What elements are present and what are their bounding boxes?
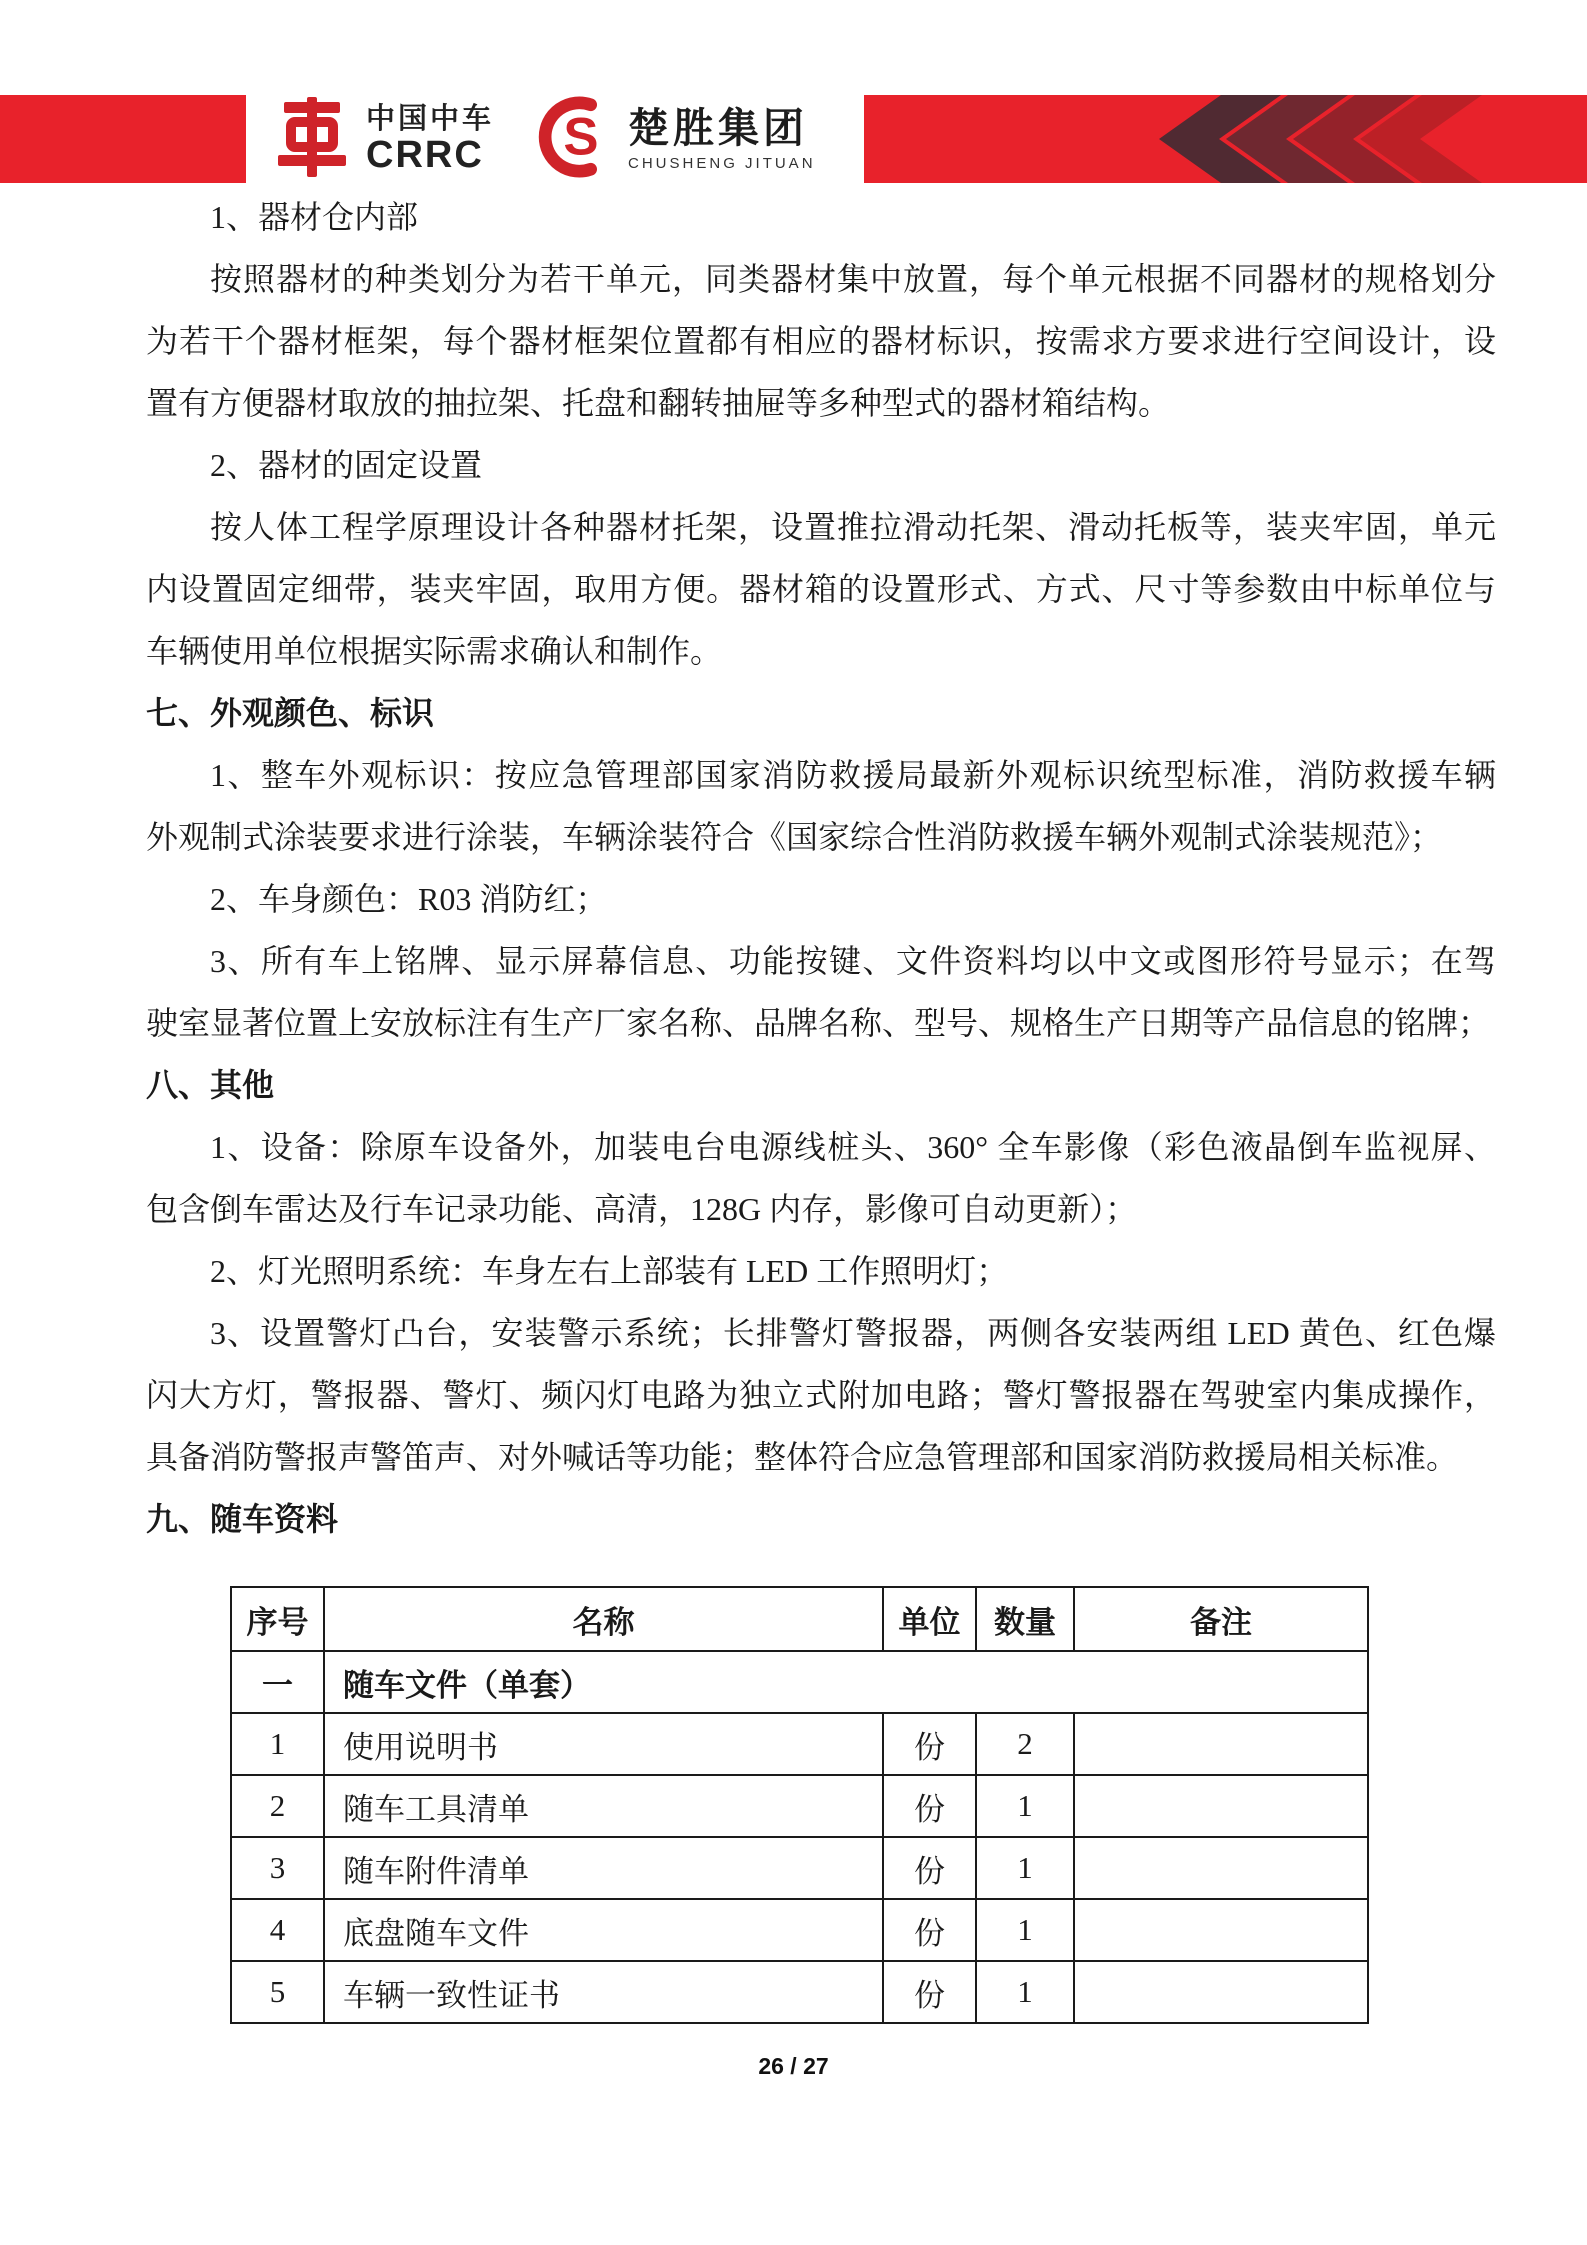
table-row (231, 1651, 1368, 1713)
table-cell: 4 (231, 1899, 324, 1961)
banner-left-red-block (0, 95, 246, 183)
table-row (231, 1837, 1368, 1899)
text-line: 2、车身颜色：R03 消防红； (210, 881, 608, 917)
svg-text:S: S (563, 107, 599, 167)
table-cell: 随车工具清单 (324, 1775, 883, 1837)
text-line: 外观制式涂装要求进行涂装，车辆涂装符合《国家综合性消防救援车辆外观制式涂装规范》； (146, 819, 1443, 855)
table-cell (1074, 1775, 1368, 1837)
table-header-cell: 序号 (231, 1587, 324, 1651)
table-cell: 随车文件（单套） (324, 1651, 1368, 1713)
table-cell (1074, 1961, 1368, 2023)
text-line: 具备消防警报声警笛声、对外喊话等功能；整体符合应急管理部和国家消防救援局相关标准。 (146, 1439, 1459, 1475)
text-line: 置有方便器材取放的抽拉架、托盘和翻转抽屉等多种型式的器材箱结构。 (146, 385, 1171, 421)
text-line: 2、灯光照明系统：车身左右上部装有 LED 工作照明灯； (210, 1253, 1009, 1289)
table-cell: 1 (231, 1713, 324, 1775)
text-line: 按人体工程学原理设计各种器材托架，设置推拉滑动托架、滑动托板等，装夹牢固，单元 (210, 509, 1496, 545)
text-line: 闪大方灯，警报器、警灯、频闪灯电路为独立式附加电路；警灯警报器在驾驶室内集成操作， (146, 1377, 1496, 1413)
crrc-logo-en: CRRC (366, 133, 484, 176)
text-line: 为若干个器材框架，每个器材框架位置都有相应的器材标识，按需求方要求进行空间设计，设 (146, 323, 1496, 359)
table-cell: 5 (231, 1961, 324, 2023)
crrc-logo-cn: 中国中车 (366, 102, 495, 135)
table-cell: 1 (976, 1775, 1074, 1837)
chusheng-logo (536, 96, 816, 183)
text-line: 内设置固定细带，装夹牢固，取用方便。器材箱的设置形式、方式、尺寸等参数由中标单位与 (146, 571, 1496, 607)
table-cell: 一 (231, 1651, 324, 1713)
text-line: 1、设备：除原车设备外，加装电台电源线桩头、360° 全车影像（彩色液晶倒车监视屏、 (210, 1129, 1496, 1165)
table-row (231, 1899, 1368, 1961)
table-cell: 份 (883, 1775, 976, 1837)
table-cell (1074, 1837, 1368, 1899)
text-line: 1、器材仓内部 (210, 199, 419, 235)
table-body (231, 1651, 1368, 2023)
chusheng-emblem-icon (536, 96, 618, 183)
table-cell: 车辆一致性证书 (324, 1961, 883, 2023)
section-heading: 七、外观颜色、标识 (146, 695, 435, 731)
table-header-cell: 单位 (883, 1587, 976, 1651)
crrc-emblem-icon (272, 97, 352, 182)
crrc-logo (272, 97, 494, 182)
table-cell: 1 (976, 1899, 1074, 1961)
chusheng-logo-en: CHUSHENG JITUAN (628, 154, 816, 172)
table-cell: 底盘随车文件 (324, 1899, 883, 1961)
text-line: 2、器材的固定设置 (210, 447, 483, 483)
table-cell: 份 (883, 1899, 976, 1961)
table-cell: 使用说明书 (324, 1713, 883, 1775)
table-cell (1074, 1713, 1368, 1775)
table-cell: 2 (231, 1775, 324, 1837)
table-row (231, 1775, 1368, 1837)
table-cell: 2 (976, 1713, 1074, 1775)
table-header-cell: 名称 (324, 1587, 883, 1651)
table-cell: 份 (883, 1837, 976, 1899)
header-banner (0, 95, 1587, 183)
table-cell: 1 (976, 1961, 1074, 2023)
text-line: 车辆使用单位根据实际需求确认和制作。 (146, 633, 723, 669)
table-header-row (231, 1587, 1368, 1651)
table-row (231, 1961, 1368, 2023)
text-line: 驶室显著位置上安放标注有生产厂家名称、品牌名称、型号、规格生产日期等产品信息的铭牌； (146, 1005, 1491, 1041)
table-cell: 份 (883, 1961, 976, 2023)
banner-logo-area (246, 95, 864, 183)
text-line: 1、整车外观标识：按应急管理部国家消防救援局最新外观标识统型标准，消防救援车辆 (210, 757, 1496, 793)
banner-right-red-block (864, 95, 1587, 183)
text-line: 按照器材的种类划分为若干单元，同类器材集中放置，每个单元根据不同器材的规格划分 (210, 261, 1496, 297)
page-number: 26 / 27 (758, 2053, 829, 2079)
table-row (231, 1713, 1368, 1775)
table-cell (1074, 1899, 1368, 1961)
text-line: 3、设置警灯凸台，安装警示系统；长排警灯警报器，两侧各安装两组 LED 黄色、红色爆 (210, 1315, 1496, 1351)
section-heading: 八、其他 (146, 1067, 275, 1103)
table-cell: 3 (231, 1837, 324, 1899)
document-body (146, 186, 1496, 1550)
text-line: 3、所有车上铭牌、显示屏幕信息、功能按键、文件资料均以中文或图形符号显示；在驾 (210, 943, 1496, 979)
table-header-cell: 备注 (1074, 1587, 1368, 1651)
chusheng-logo-cn: 楚胜集团 (628, 104, 809, 151)
table-cell: 随车附件清单 (324, 1837, 883, 1899)
table-header-cell: 数量 (976, 1587, 1074, 1651)
table-cell: 份 (883, 1713, 976, 1775)
text-line: 包含倒车雷达及行车记录功能、高清，128G 内存，影像可自动更新）； (146, 1191, 1138, 1227)
table-cell: 1 (976, 1837, 1074, 1899)
section-heading: 九、随车资料 (146, 1501, 339, 1537)
accompanying-documents-table (230, 1586, 1369, 2024)
